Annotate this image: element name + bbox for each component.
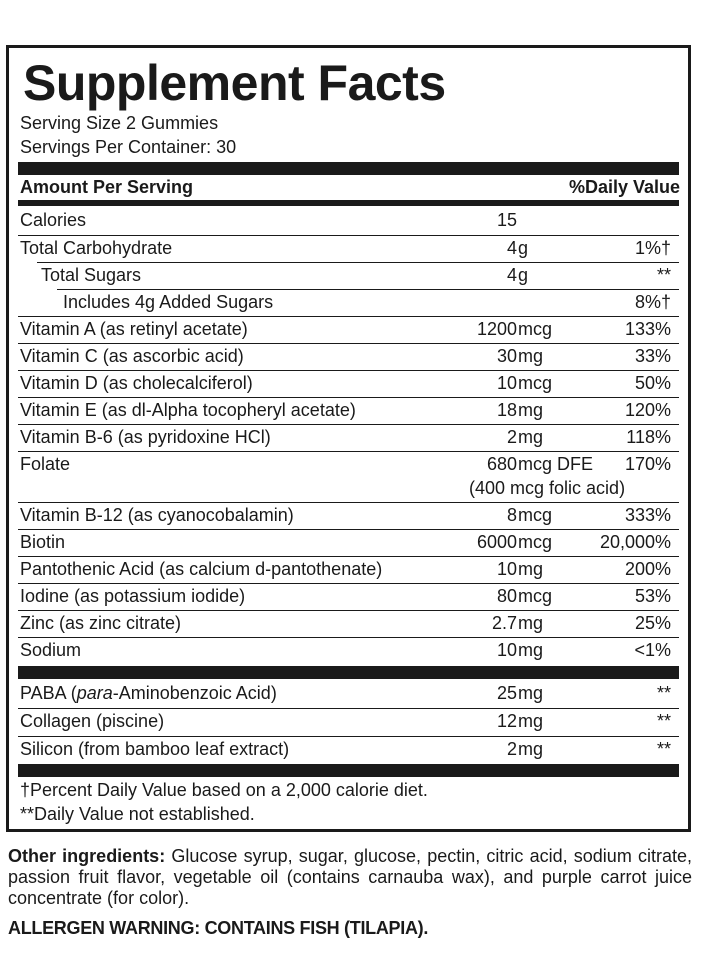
nutrient-unit: mg bbox=[518, 640, 544, 660]
nutrient-dv: 200% bbox=[624, 559, 671, 579]
nutrient-name: Folate bbox=[20, 454, 71, 474]
nutrient-name: Sodium bbox=[20, 640, 82, 660]
nutrient-dv: 333% bbox=[624, 505, 671, 525]
other-ingredients-label: Other ingredients: bbox=[8, 846, 166, 866]
row-divider bbox=[18, 235, 679, 236]
nutrient-name: Vitamin C (as ascorbic acid) bbox=[20, 346, 244, 366]
nutrient-amount: 10 bbox=[496, 640, 517, 660]
nutrient-amount: 6000 bbox=[476, 532, 517, 552]
nutrient-amount: 10 bbox=[496, 373, 517, 393]
nutrient-name: Vitamin A (as retinyl acetate) bbox=[20, 319, 248, 339]
nutrient-unit: mg bbox=[518, 427, 544, 447]
nutrient-amount: 12 bbox=[496, 711, 517, 731]
daily-value-label: %Daily Value bbox=[568, 177, 680, 197]
nutrient-unit: mg bbox=[518, 739, 544, 759]
nutrient-unit: mcg bbox=[518, 586, 553, 606]
nutrient-unit: g bbox=[518, 265, 529, 285]
amount-per-serving-label: Amount Per Serving bbox=[20, 177, 194, 197]
nutrient-name: Silicon (from bamboo leaf extract) bbox=[20, 739, 290, 759]
nutrient-name: Biotin bbox=[20, 532, 66, 552]
nutrient-dv: 8%† bbox=[634, 292, 671, 312]
row-divider bbox=[18, 736, 679, 737]
thick-divider bbox=[18, 764, 679, 777]
nutrient-name: Iodine (as potassium iodide) bbox=[20, 586, 246, 606]
supplement-facts-panel bbox=[6, 45, 691, 832]
nutrient-dv: 170% bbox=[624, 454, 671, 474]
nutrient-dv: <1% bbox=[634, 640, 671, 660]
nutrient-name: PABA (para-Aminobenzoic Acid) bbox=[20, 683, 277, 703]
allergen-warning: ALLERGEN WARNING: CONTAINS FISH (TILAPIA). bbox=[8, 918, 429, 938]
nutrient-unit: mg bbox=[518, 613, 544, 633]
nutrient-name: Collagen (piscine) bbox=[20, 711, 165, 731]
row-divider bbox=[18, 529, 679, 530]
nutrient-unit: mg bbox=[518, 346, 544, 366]
nutrient-dv: ** bbox=[656, 739, 671, 759]
thick-divider bbox=[18, 666, 679, 679]
nutrient-dv: 133% bbox=[624, 319, 671, 339]
footnote-daily-value: †Percent Daily Value based on a 2,000 calorie diet. bbox=[20, 780, 428, 800]
nutrient-unit: mcg bbox=[518, 373, 553, 393]
nutrient-unit: mg bbox=[518, 711, 544, 731]
folate-subnote: (400 mcg folic acid) bbox=[469, 478, 626, 498]
row-divider bbox=[18, 583, 679, 584]
row-divider bbox=[18, 397, 679, 398]
nutrient-amount: 8 bbox=[506, 505, 517, 525]
footnote-not-established: **Daily Value not established. bbox=[20, 804, 255, 824]
nutrient-dv: ** bbox=[656, 711, 671, 731]
nutrient-name: Pantothenic Acid (as calcium d-pantothenate) bbox=[20, 559, 383, 579]
nutrient-amount: 15 bbox=[496, 210, 517, 230]
nutrient-name: Total Sugars bbox=[41, 265, 142, 285]
nutrient-dv: 33% bbox=[634, 346, 671, 366]
header-divider bbox=[18, 200, 679, 206]
row-divider bbox=[18, 451, 679, 452]
nutrient-dv: ** bbox=[656, 265, 671, 285]
other-ingredients bbox=[8, 846, 692, 909]
nutrient-dv: ** bbox=[656, 683, 671, 703]
serving-size: Serving Size 2 Gummies bbox=[20, 113, 219, 133]
row-divider bbox=[18, 424, 679, 425]
nutrient-unit: mcg bbox=[518, 319, 553, 339]
row-divider bbox=[18, 708, 679, 709]
nutrient-amount: 4 bbox=[506, 238, 517, 258]
row-divider bbox=[37, 262, 679, 263]
nutrient-amount: 30 bbox=[496, 346, 517, 366]
thick-divider bbox=[18, 162, 679, 175]
nutrient-amount: 4 bbox=[506, 265, 517, 285]
servings-per-container: Servings Per Container: 30 bbox=[20, 137, 237, 157]
nutrient-name: Vitamin B-6 (as pyridoxine HCl) bbox=[20, 427, 271, 447]
nutrient-name: Calories bbox=[20, 210, 87, 230]
nutrient-unit: mcg bbox=[518, 532, 553, 552]
nutrient-dv: 20,000% bbox=[599, 532, 671, 552]
nutrient-unit: mg bbox=[518, 400, 544, 420]
nutrient-dv: 50% bbox=[634, 373, 671, 393]
nutrient-unit: mcg bbox=[518, 505, 553, 525]
nutrient-name: Vitamin E (as dl-Alpha tocopheryl acetate) bbox=[20, 400, 356, 420]
nutrient-amount: 680 bbox=[486, 454, 517, 474]
panel-title: Supplement Facts bbox=[23, 55, 446, 111]
row-divider bbox=[18, 556, 679, 557]
nutrient-amount: 2 bbox=[506, 427, 517, 447]
nutrient-name: Zinc (as zinc citrate) bbox=[20, 613, 182, 633]
nutrient-amount: 2 bbox=[506, 739, 517, 759]
other-ingredients-text: Glucose syrup, sugar, glucose, pectin, citric acid, sodium citrate, passion fruit flavor, vegetable oil (contains carnauba wax), and purple carrot juice concentrate (for color). bbox=[8, 846, 693, 908]
row-divider bbox=[18, 343, 679, 344]
nutrient-dv: 25% bbox=[634, 613, 671, 633]
row-divider bbox=[57, 289, 679, 290]
nutrient-name: Includes 4g Added Sugars bbox=[63, 292, 274, 312]
nutrient-name: Vitamin B-12 (as cyanocobalamin) bbox=[20, 505, 294, 525]
nutrient-unit: mg bbox=[518, 683, 544, 703]
nutrient-unit: mcg DFE bbox=[518, 454, 594, 474]
amount-header bbox=[20, 176, 680, 198]
nutrient-amount: 1200 bbox=[476, 319, 517, 339]
nutrient-amount: 80 bbox=[496, 586, 517, 606]
nutrient-dv: 1%† bbox=[634, 238, 671, 258]
row-divider bbox=[18, 610, 679, 611]
nutrient-amount: 25 bbox=[496, 683, 517, 703]
nutrient-dv: 120% bbox=[624, 400, 671, 420]
nutrient-dv: 53% bbox=[634, 586, 671, 606]
nutrient-name: Total Carbohydrate bbox=[20, 238, 173, 258]
nutrient-amount: 18 bbox=[496, 400, 517, 420]
nutrient-amount: 10 bbox=[496, 559, 517, 579]
nutrient-amount: 2.7 bbox=[491, 613, 517, 633]
nutrient-dv: 118% bbox=[626, 427, 671, 447]
row-divider bbox=[18, 502, 679, 503]
nutrient-unit: mg bbox=[518, 559, 544, 579]
row-divider bbox=[18, 370, 679, 371]
nutrient-unit: g bbox=[518, 238, 529, 258]
row-divider bbox=[18, 316, 679, 317]
nutrient-name: Vitamin D (as cholecalciferol) bbox=[20, 373, 253, 393]
row-divider bbox=[18, 637, 679, 638]
